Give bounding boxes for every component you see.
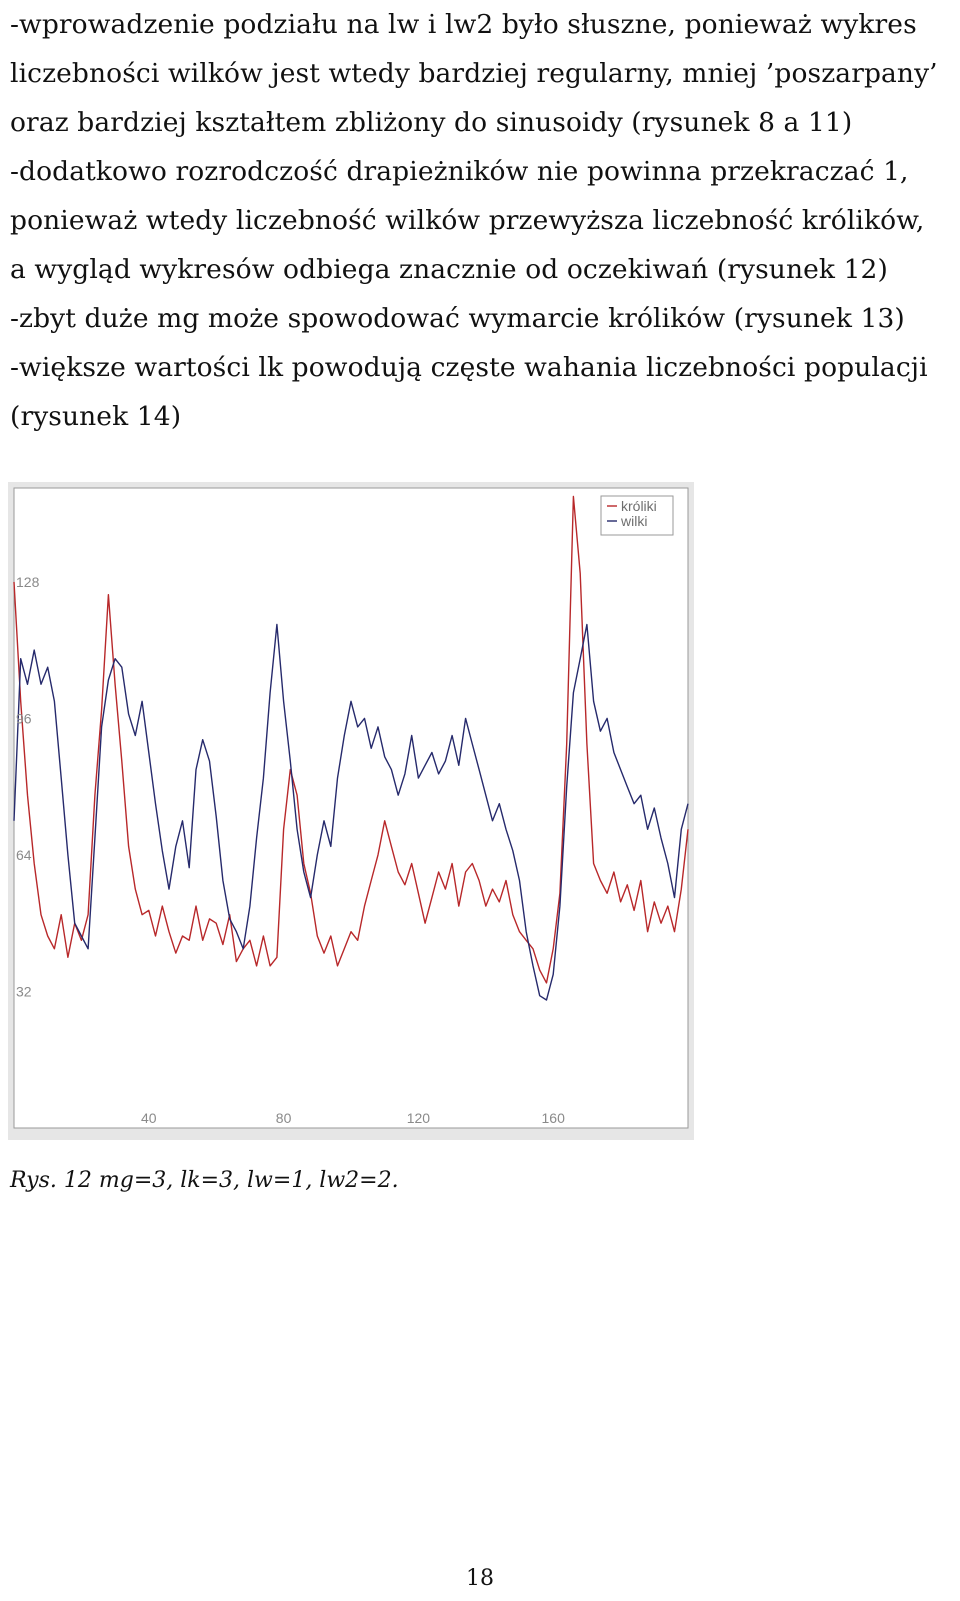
text-line: a wygląd wykresów odbiega znacznie od oczekiwań (rysunek 12) (10, 254, 888, 285)
y-tick-label: 128 (16, 573, 40, 590)
text-line: oraz bardziej kształtem zbliżony do sinusoidy (rysunek 8 a 11) (10, 107, 853, 138)
plot-area (14, 488, 688, 1128)
text-line: -zbyt duże mg może spowodować wymarcie królików (rysunek 13) (10, 303, 905, 334)
body-paragraph (10, 0, 950, 441)
text-line: -większe wartości lk powodują częste wahania liczebności populacji (10, 352, 928, 383)
legend-label-kroliki: króliki (621, 498, 657, 514)
y-tick-label: 64 (16, 846, 32, 863)
chart-legend (601, 496, 673, 535)
x-tick-label: 120 (406, 1110, 431, 1126)
page-number: 18 (466, 1566, 494, 1591)
legend-label-wilki: wilki (621, 513, 648, 529)
x-tick-label: 40 (141, 1110, 157, 1126)
text-line: -wprowadzenie podziału na lw i lw2 było słuszne, ponieważ wykres (10, 9, 917, 40)
text-line: ponieważ wtedy liczebność wilków przewyższa liczebność królików, (10, 205, 925, 236)
text-line: liczebności wilków jest wtedy bardziej regularny, mniej ’poszarpany’ (10, 58, 938, 89)
y-tick-label: 96 (16, 710, 32, 727)
figure-caption: Rys. 12 mg=3, lk=3, lw=1, lw2=2. (10, 1168, 399, 1193)
population-line-chart (8, 482, 694, 1140)
x-tick-label: 160 (541, 1110, 565, 1126)
text-line: -dodatkowo rozrodczość drapieżników nie powinna przekraczać 1, (10, 156, 909, 187)
x-tick-label: 80 (275, 1110, 292, 1126)
text-line: (rysunek 14) (10, 401, 182, 432)
population-chart-figure (8, 482, 694, 1140)
y-tick-label: 32 (16, 983, 32, 1000)
